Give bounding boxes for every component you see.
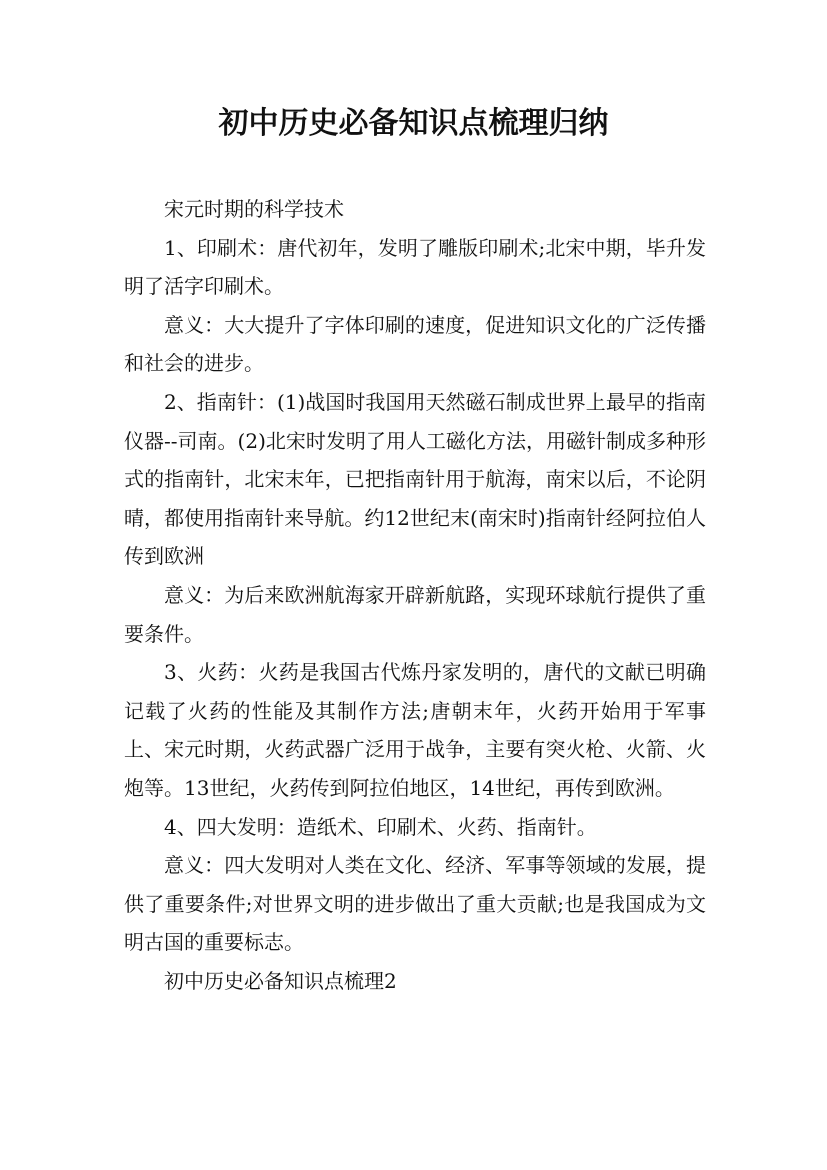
paragraph-next-section-heading: 初中历史必备知识点梳理2 <box>164 968 397 993</box>
paragraph-compass-significance: 意义：为后来欧洲航海家开辟新航路，实现环球航行提供了重要条件。 <box>124 582 706 646</box>
document-title: 初中历史必备知识点梳理归纳 <box>218 106 609 141</box>
paragraph-four-inventions: 4、四大发明：造纸术、印刷术、火药、指南针。 <box>164 814 597 839</box>
paragraph-section-heading: 宋元时期的科学技术 <box>164 197 344 221</box>
paragraph-compass: 2、指南针：(1)战国时我国用天然磁石制成世界上最早的指南仪器--司南。(2)北宋时发明了用人工磁化方法，用磁针制成多种形式的指南针，北宋末年，已把指南针用于航海，南宋以后，不论阴晴，都使用指南针来导航。约12世纪末(南宋时)指南针经阿拉伯人传到欧洲 <box>124 389 706 569</box>
paragraph-printing-significance: 意义：大大提升了字体印刷的速度，促进知识文化的广泛传播和社会的进步。 <box>124 312 706 376</box>
paragraph-four-inventions-significance: 意义：四大发明对人类在文化、经济、军事等领域的发展，提供了重要条件;对世界文明的进步做出了重大贡献;也是我国成为文明古国的重要标志。 <box>124 853 706 955</box>
paragraph-printing: 1、印刷术：唐代初年，发明了雕版印刷术;北宋中期，毕升发明了活字印刷术。 <box>124 235 706 299</box>
document-body <box>124 190 706 1000</box>
paragraph-gunpowder: 3、火药：火药是我国古代炼丹家发明的，唐代的文献已明确记载了火药的性能及其制作方法;唐朝末年，火药开始用于军事上、宋元时期，火药武器广泛用于战争，主要有突火枪、火箭、火炮等。13世纪，火药传到阿拉伯地区，14世纪，再传到欧洲。 <box>124 660 706 800</box>
